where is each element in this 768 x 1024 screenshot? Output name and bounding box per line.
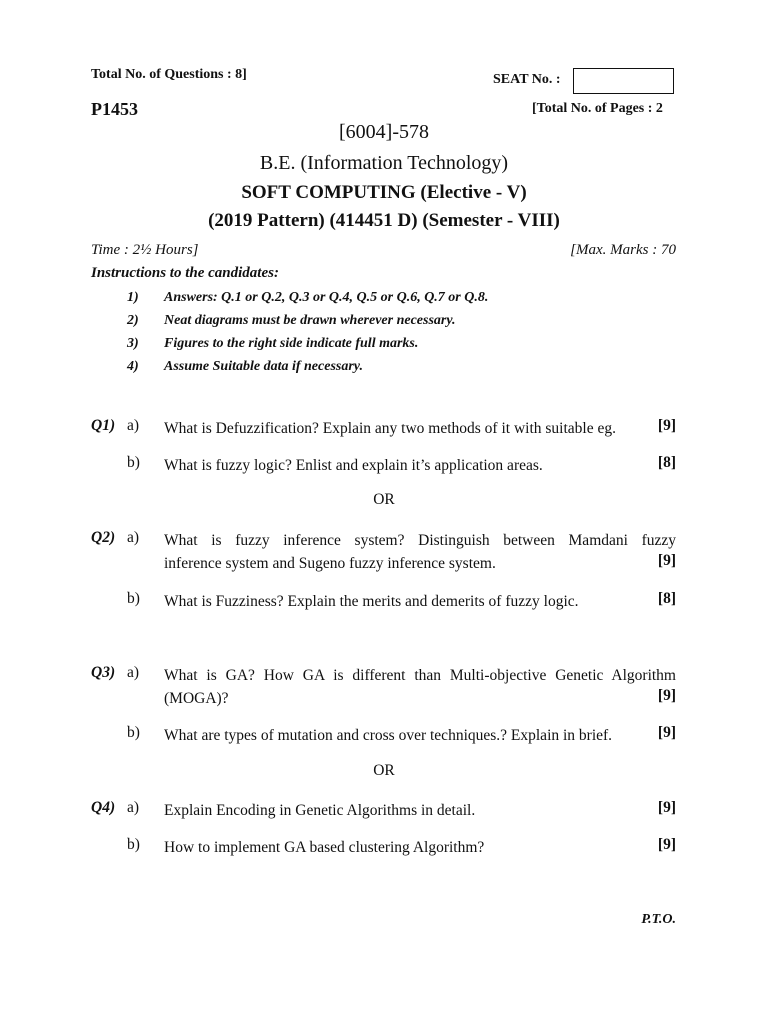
question-number: Q2) [91, 529, 116, 546]
total-pages: [Total No. of Pages : 2 [532, 101, 663, 116]
or-separator: OR [373, 491, 395, 508]
question-number: Q3) [91, 664, 116, 681]
please-turn-over: P.T.O. [641, 912, 676, 927]
question-text: How to implement GA based clustering Algorithm? [164, 839, 485, 856]
question-text-line-2: inference system and Sugeno fuzzy inference system. [164, 555, 496, 572]
instruction-number: 1) [127, 290, 139, 305]
question-text-line-1: What is fuzzy inference system? Distinguish between Mamdani fuzzy [164, 532, 676, 549]
instruction-item [0, 359, 768, 379]
paper-code: P1453 [91, 99, 138, 119]
exam-duration: Time : 2½ Hours] [91, 242, 199, 258]
total-questions: Total No. of Questions : 8] [91, 67, 247, 82]
subject-title: SOFT COMPUTING (Elective - V) [241, 182, 527, 203]
instructions-title: Instructions to the candidates: [91, 265, 279, 281]
question-part-label: a) [127, 799, 140, 816]
seat-number-label: SEAT No. : [493, 72, 561, 87]
instruction-number: 2) [127, 313, 139, 328]
question-part-label: b) [127, 590, 140, 607]
question-part-label: b) [127, 836, 140, 853]
question-marks: [8] [657, 590, 676, 607]
instruction-text: Neat diagrams must be drawn wherever necessary. [164, 313, 456, 328]
question-part-label: b) [127, 454, 140, 471]
instruction-item [0, 290, 768, 310]
seat-number-box [573, 68, 674, 94]
question-text: What is Defuzzification? Explain any two methods of it with suitable eg. [164, 420, 616, 437]
question-number: Q1) [91, 417, 116, 434]
instruction-text: Figures to the right side indicate full marks. [164, 336, 419, 351]
instruction-number: 3) [127, 336, 139, 351]
instruction-number: 4) [127, 359, 139, 374]
instruction-text: Answers: Q.1 or Q.2, Q.3 or Q.4, Q.5 or Q.6, Q.7 or Q.8. [164, 290, 489, 305]
or-separator: OR [373, 762, 395, 779]
question-marks: [9] [657, 799, 676, 816]
question-text: What is fuzzy logic? Enlist and explain it’s application areas. [164, 457, 543, 474]
pattern-semester: (2019 Pattern) (414451 D) (Semester - VIII) [208, 210, 560, 231]
question-marks: [9] [657, 724, 676, 741]
instruction-item [0, 313, 768, 333]
question-text-line-2: (MOGA)? [164, 690, 229, 707]
question-text: What are types of mutation and cross over techniques.? Explain in brief. [164, 727, 613, 744]
question-part-label: a) [127, 664, 140, 681]
question-text: What is Fuzziness? Explain the merits and demerits of fuzzy logic. [164, 593, 579, 610]
question-text: Explain Encoding in Genetic Algorithms in detail. [164, 802, 476, 819]
question-text-line-1: What is GA? How GA is different than Multi-objective Genetic Algorithm [164, 667, 676, 684]
course-title: B.E. (Information Technology) [259, 152, 509, 174]
question-marks: [9] [657, 687, 676, 704]
question-marks: [9] [657, 552, 676, 569]
exam-code: [6004]-578 [339, 121, 429, 143]
question-marks: [9] [657, 836, 676, 853]
question-part-label: b) [127, 724, 140, 741]
question-marks: [8] [657, 454, 676, 471]
question-number: Q4) [91, 799, 116, 816]
question-part-label: a) [127, 529, 140, 546]
instruction-item [0, 336, 768, 356]
instruction-text: Assume Suitable data if necessary. [164, 359, 363, 374]
question-marks: [9] [657, 417, 676, 434]
max-marks: [Max. Marks : 70 [570, 242, 676, 258]
question-part-label: a) [127, 417, 140, 434]
